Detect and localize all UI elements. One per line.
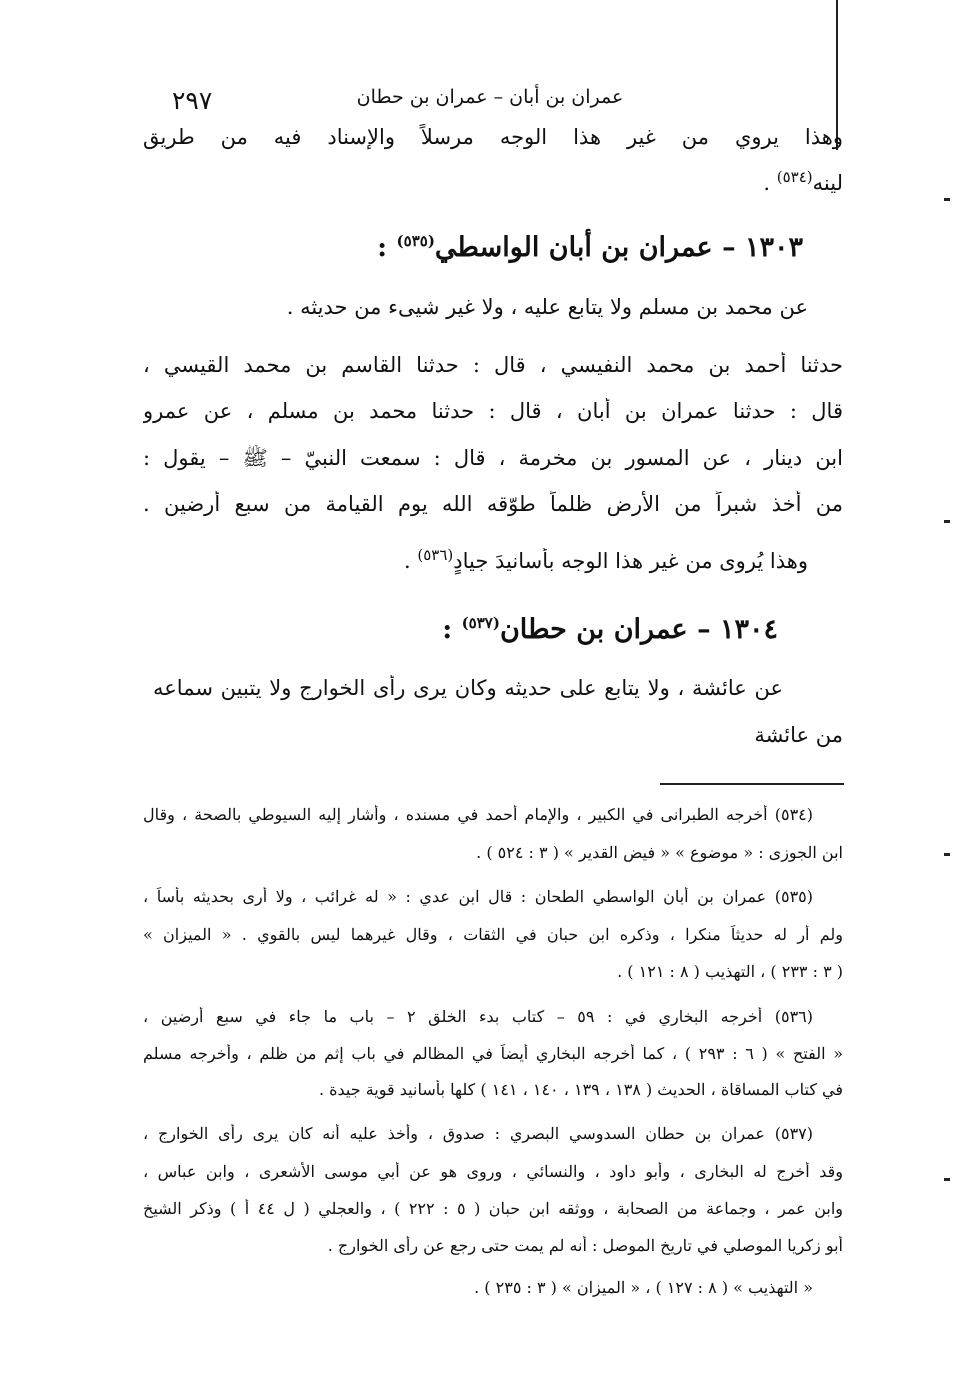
footnote-ref: (٥٣٧) [461,614,500,632]
body-line: قال : حدثنا عمران بن أبان ، قال : حدثنا محمد بن مسلم ، عن عمرو [143,399,843,423]
footnote-ref: (٥٣٥) [396,232,435,250]
heading-colon: : [442,614,462,645]
footnote-line: وابن عمر ، وجماعة من الصحابة ، ووثقه ابن حبان ( ٥ : ٢٢٢ ) ، والعجلي ( ل ٤٤ أ ) وذكر الشيخ [143,1199,843,1218]
body-text: . [763,171,777,195]
footnote-line: وقد أخرج له البخارى ، وأبو داود ، والنسائي ، وروى هو عن أبي موسى الأشعرى ، وابن عباس ، [143,1162,843,1181]
footnote-ref: (٥٣٤) [776,170,813,186]
body-line: من عائشة [754,723,843,747]
body-text: لينه [812,171,843,195]
edge-mark [944,853,950,856]
body-text: . [404,549,418,573]
footnote-line: (٥٣٦) أخرجه البخاري في : ٥٩ – كتاب بدء الخلق ٢ – باب ما جاء في سبع أرضين ، [143,1007,813,1026]
body-line [143,170,843,197]
footnote-line: (٥٣٧) عمران بن حطان السدوسي البصري : صدوق ، وأخذ عليه أنه كان يرى رأى الخوارج ، [143,1124,813,1143]
footnote-line: (٥٣٥) عمران بن أبان الواسطي الطحان : قال ابن عدي : « له غرائب ، ولا أرى بحديثه بأساً ، [143,887,813,906]
body-line: عن عائشة ، ولا يتابع على حديثه وكان يرى رأى الخوارج ولا يتبين سماعه [153,676,783,700]
footnote-line: في كتاب المساقاة ، الحديث ( ١٣٨ ، ١٣٩ ، ١٤٠ ، ١٤١ ) كلها بأسانيد قوية جيدة . [318,1080,843,1099]
footnote-line: ابن الجوزى : « موضوع » « فيض القدير » ( ٣ : ٥٢٤ ) . [476,843,843,862]
entry-number: ١٣٠٤ [719,614,778,645]
footnote-line: ( ٣ : ٢٣٣ ) ، التهذيب ( ٨ : ١٢١ ) . [617,962,843,981]
entry-name: عمران بن حطان [499,614,688,645]
running-title: عمران بن أبان – عمران بن حطان [356,86,624,108]
heading-dash: – [687,614,720,645]
footnote-ref: (٥٣٦) [417,548,454,564]
entry-heading-1303 [377,230,803,265]
body-line: عن محمد بن مسلم ولا يتابع عليه ، ولا غير شيىء من حديثه . [286,295,808,319]
footnote-separator [660,783,844,785]
entry-number: ١٣٠٣ [744,232,803,263]
body-text: وهذا يُروى من غير هذا الوجه بأسانيدَ جيادٍ [453,549,808,573]
footnote-line: « الفتح » ( ٦ : ٢٩٣ ) ، كما أخرجه البخاري أيضاً في المظالم في باب إثم من ظلم ، وأخرجه مسلم [143,1044,843,1063]
body-line: وهذا يروي من غير هذا الوجه مرسلاً والإسناد فيه من طريق [143,125,843,149]
body-line: من أخذ شبراً من الأرض ظلماً طوّقه الله يوم القيامة من سبع أرضين . [143,492,843,516]
entry-name: عمران بن أبان الواسطي [434,232,713,263]
body-line [108,548,808,575]
edge-mark [944,198,950,201]
footnote-line: (٥٣٤) أخرجه الطبرانى في الكبير ، والإمام أحمد في مسنده ، وأشار إليه السيوطي بالصحة ، وقال [143,805,813,824]
footnote-line: « التهذيب » ( ٨ : ١٢٧ ) ، « الميزان » ( ٣ : ٢٣٥ ) . [474,1278,813,1297]
page-number: ٢٩٧ [172,86,213,115]
body-line: ابن دينار ، عن المسور بن مخرمة ، قال : سمعت النبيّ – ﷺ – يقول : [143,446,843,470]
heading-colon: : [377,232,397,263]
edge-mark [944,1178,950,1181]
heading-dash: – [712,232,745,263]
footnote-line: أبو زكريا الموصلي في تاريخ الموصل : أنه لم يمت حتى رجع عن رأى الخوارج . [327,1236,843,1255]
entry-heading-1304 [442,612,778,647]
edge-mark [944,520,950,523]
footnote-line: ولم أر له حديثاً منكرا ، وذكره ابن حبان في الثقات ، وقال غيرهما ليس بالقوي . « الميزان » [143,925,843,944]
body-line: حدثنا أحمد بن محمد النفيسي ، قال : حدثنا القاسم بن محمد القيسي ، [143,353,843,377]
